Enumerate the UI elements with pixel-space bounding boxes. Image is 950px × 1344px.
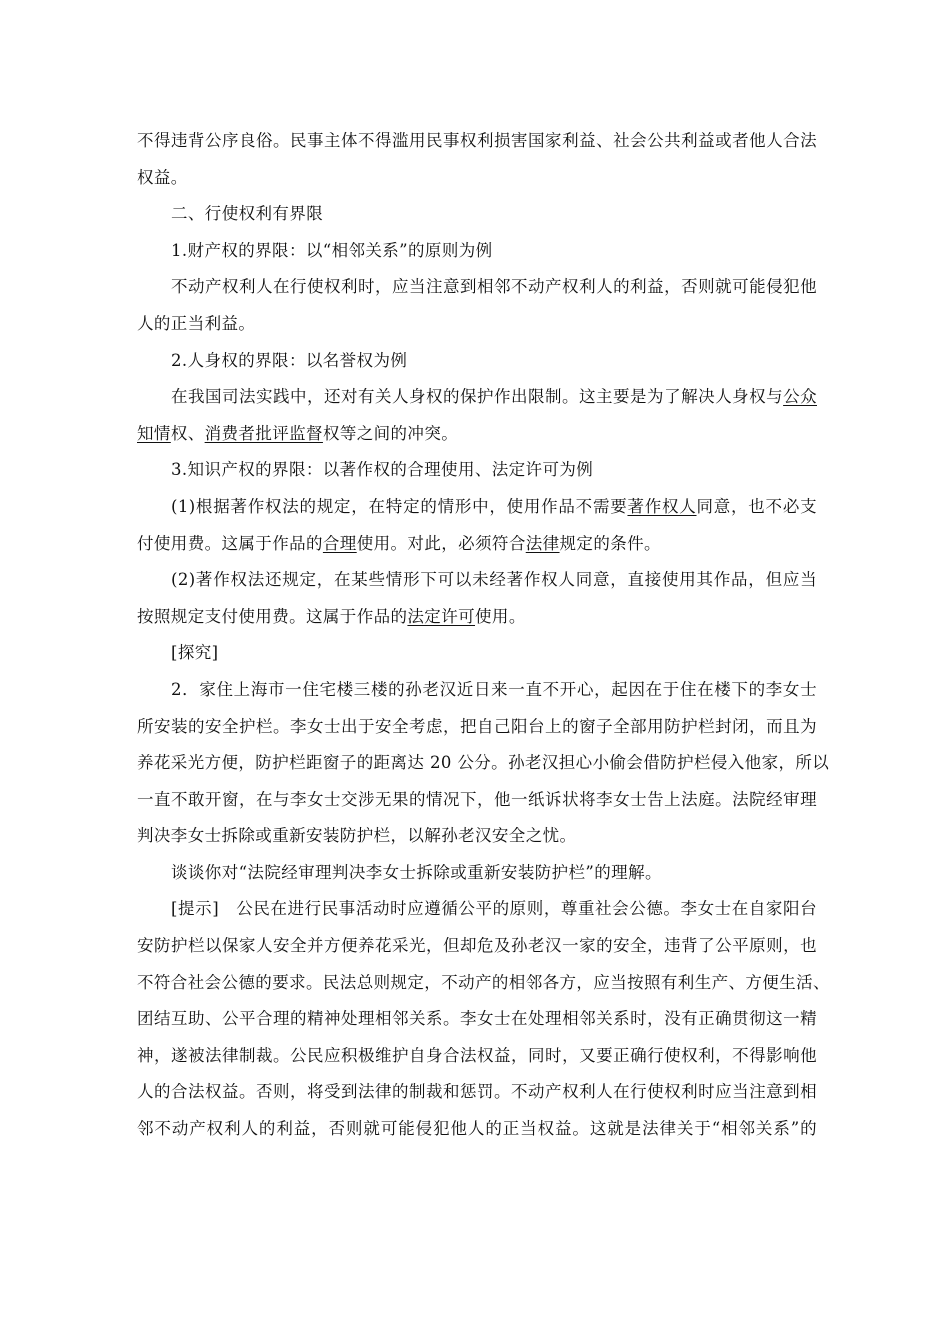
text-line: 2．家住上海市一住宅楼三楼的孙老汉近日来一直不开心，起因在于住在楼下的李女士 [171, 679, 817, 699]
underlined-term: 合理 [322, 533, 357, 553]
document-body [137, 123, 830, 1148]
section-heading: 二、行使权利有界限 [171, 204, 324, 224]
text-line: 团结互助、公平合理的精神处理相邻关系。李女士在处理相邻关系时，没有正确贯彻这一精 [137, 1009, 817, 1029]
text-line: 判决李女士拆除或重新安装防护栏，以解孙老汉安全之忧。 [137, 826, 577, 846]
text-line: 不得违背公序良俗。民事主体不得滥用民事权利损害国家利益、社会公共利益或者他人合法 [137, 131, 817, 150]
question-line: 谈谈你对“法院经审理判决李女士拆除或重新安装防护栏”的理解。 [171, 862, 662, 882]
text-line: 一直不敢开窗，在与李女士交涉无果的情况下，他一纸诉状将李女士告上法庭。法院经审理 [137, 789, 817, 809]
underlined-term: 著作权人 [627, 496, 697, 516]
text-line: 人的正当利益。 [137, 313, 256, 333]
text-line: (2)著作权法还规定，在某些情形下可以未经著作权人同意，直接使用其作品，但应当 [171, 570, 817, 590]
hint-line: [提示] 公民在进行民事活动时应遵循公平的原则，尊重社会公德。李女士在自家阳台 [171, 899, 817, 919]
text-line: 按照规定支付使用费。这属于作品的法定许可使用。 [137, 606, 526, 626]
underlined-term: 消费者批评监督 [204, 423, 323, 443]
text-line: 养花采光方便，防护栏距窗子的距离达 20 公分。孙老汉担心小偷会借防护栏侵入他家，所以 [137, 753, 830, 773]
underlined-term: 知情 [137, 423, 171, 443]
text-line: 知情权、消费者批评监督权等之间的冲突。 [137, 423, 459, 443]
text-line: 邻不动产权利人的利益，否则就可能侵犯他人的正当权益。这就是法律关于“相邻关系”的 [137, 1119, 817, 1139]
text-line: 在我国司法实践中，还对有关人身权的保护作出限制。这主要是为了解决人身权与公众 [171, 387, 817, 407]
explore-label: [探究] [171, 643, 219, 663]
subsection-heading: 2.人身权的界限：以名誉权为例 [171, 350, 408, 370]
text-line: 安防护栏以保家人安全并方便养花采光，但却危及孙老汉一家的安全，违背了公平原则，也 [137, 936, 817, 956]
text-line: 人的合法权益。否则，将受到法律的制裁和惩罚。不动产权利人在行使权利时应当注意到相 [137, 1082, 817, 1102]
text-line: 不动产权利人在行使权利时，应当注意到相邻不动产权利人的利益，否则就可能侵犯他 [171, 277, 817, 297]
text-line: 权益。 [137, 167, 188, 187]
underlined-term: 公众 [783, 387, 817, 407]
subsection-heading: 3.知识产权的界限：以著作权的合理使用、法定许可为例 [171, 460, 594, 480]
text-line: 所安装的安全护栏。李女士出于安全考虑，把自己阳台上的窗子全部用防护栏封闭，而且为 [137, 716, 817, 736]
text-line: (1)根据著作权法的规定，在特定的情形中，使用作品不需要著作权人同意，也不必支 [171, 496, 817, 516]
text-line: 不符合社会公德的要求。民法总则规定，不动产的相邻各方，应当按照有利生产、方便生活、 [137, 972, 830, 992]
underlined-term: 法定许可 [407, 606, 476, 626]
underlined-term: 法律 [525, 533, 560, 553]
text-line: 付使用费。这属于作品的合理使用。对此，必须符合法律规定的条件。 [137, 533, 661, 553]
subsection-heading: 1.财产权的界限：以“相邻关系”的原则为例 [171, 240, 493, 260]
text-line: 神，遂被法律制裁。公民应积极维护自身合法权益，同时，又要正确行使权利，不得影响他 [137, 1045, 817, 1065]
